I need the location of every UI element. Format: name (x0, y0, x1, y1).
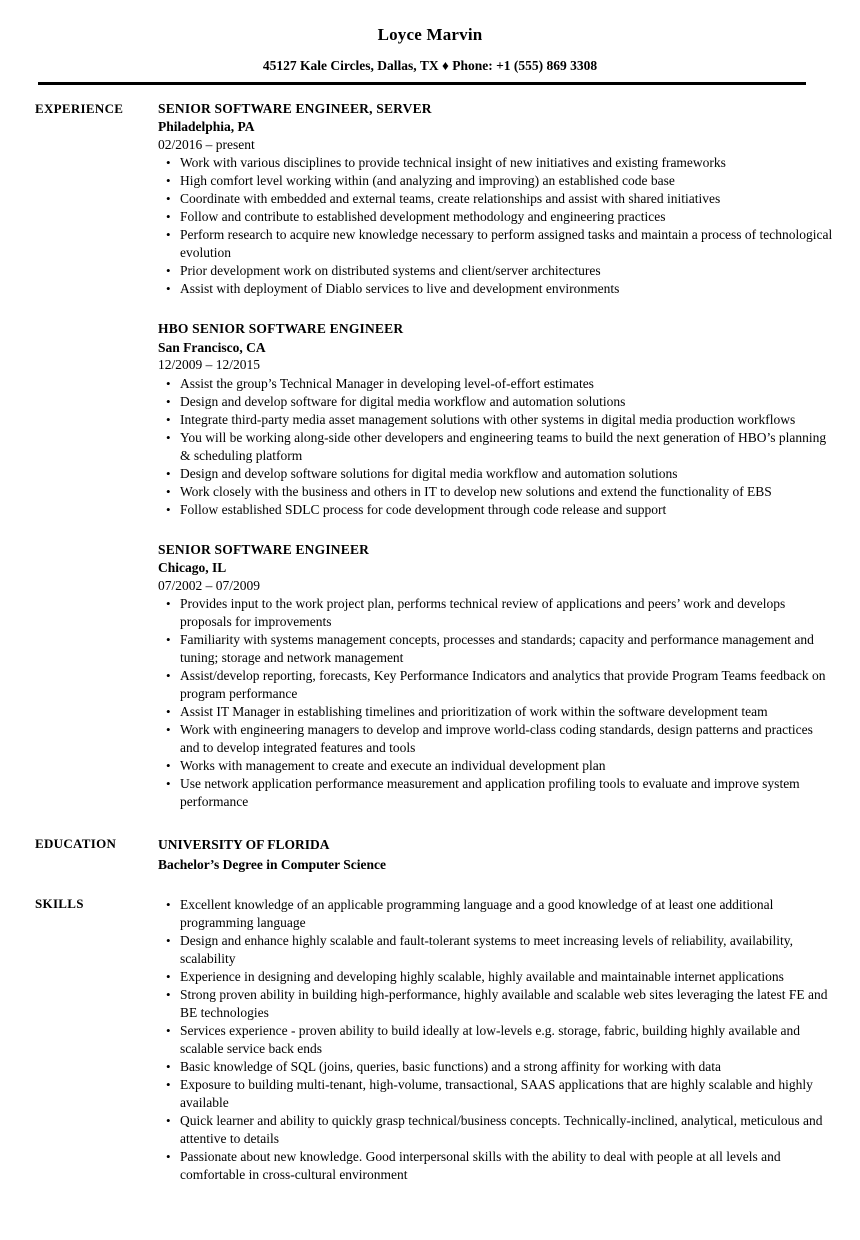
job-entry-2 (158, 320, 834, 519)
bullet-item: • Exposure to building multi-tenant, high-volume, transactional, SAAS applications that are highly scalable and highly available (158, 1076, 834, 1112)
bullet-item: • Work with various disciplines to provide technical insight of new initiatives and existing frameworks (158, 154, 834, 172)
bullet-item: • Follow and contribute to established development methodology and engineering practices (158, 208, 834, 226)
job-title: SENIOR SOFTWARE ENGINEER, SERVER (158, 100, 432, 116)
education-section-label: EDUCATION (35, 836, 117, 851)
bullet-item: • Design and develop software solutions for digital media workflow and automation solutions (158, 465, 834, 483)
job-location: Philadelphia, PA (158, 119, 255, 134)
bullet-item: • Strong proven ability in building high-performance, highly available and scalable web sites leveraging the latest FE and BE technologies (158, 986, 834, 1022)
bullet-item: • Prior development work on distributed systems and client/server architectures (158, 262, 834, 280)
job-dates: 02/2016 – present (158, 136, 255, 152)
bullet-item: • High comfort level working within (and analyzing and improving) an established code base (158, 172, 834, 190)
skills-section (0, 895, 860, 1184)
bullet-item: • Assist with deployment of Diablo services to live and development environments (158, 280, 834, 298)
skills-bullet-list (158, 896, 834, 1184)
bullet-item: • Quick learner and ability to quickly grasp technical/business concepts. Technically-inclined, analytical, meticulous and attentive to details (158, 1112, 834, 1148)
bullet-item: • Provides input to the work project plan, performs technical review of applications and peers’ work and develops proposals for improvements (158, 595, 834, 631)
bullet-item: • Services experience - proven ability to build ideally at low-levels e.g. storage, fabric, building highly available and scalable service back ends (158, 1022, 834, 1058)
bullet-item: • Design and develop software for digital media workflow and automation solutions (158, 393, 834, 411)
bullet-item: • Work closely with the business and others in IT to develop new solutions and extend the functionality of EBS (158, 483, 834, 501)
experience-section (0, 100, 860, 812)
job-entry-3 (158, 541, 834, 812)
resume-header (0, 25, 860, 85)
job-bullet-list (158, 154, 834, 298)
job-dates: 12/2009 – 12/2015 (158, 357, 261, 372)
education-section (0, 835, 860, 875)
bullet-item: • Use network application performance measurement and application profiling tools to evaluate and improve system performance (158, 775, 834, 811)
skills-content (158, 895, 834, 1184)
bullet-item: • Excellent knowledge of an applicable programming language and a good knowledge of at least one additional programming language (158, 896, 834, 932)
contact-info: 45127 Kale Circles, Dallas, TX ♦ Phone: +1 (555) 869 3308 (262, 58, 598, 73)
bullet-item: • You will be working along-side other developers and engineering teams to build the next generation of HBO’s planning & scheduling platform (158, 429, 834, 465)
school-name: UNIVERSITY OF FLORIDA (158, 837, 330, 852)
bullet-item: • Experience in designing and developing highly scalable, highly available and maintainable internet applications (158, 968, 834, 986)
person-name: Loyce Marvin (377, 25, 483, 44)
education-content (158, 835, 834, 875)
bullet-item: • Assist the group’s Technical Manager in developing level-of-effort estimates (158, 375, 834, 393)
job-bullet-list (158, 375, 834, 519)
bullet-item: • Basic knowledge of SQL (joins, queries, basic functions) and a strong affinity for working with data (158, 1058, 834, 1076)
job-location: Chicago, IL (158, 560, 227, 575)
bullet-item: • Perform research to acquire new knowledge necessary to perform assigned tasks and maintain a process of technological evolution (158, 226, 834, 262)
bullet-item: • Passionate about new knowledge. Good interpersonal skills with the ability to deal with people at all levels and comfortable in cross-cultural environment (158, 1148, 834, 1184)
job-location: San Francisco, CA (158, 339, 266, 355)
bullet-item: • Design and enhance highly scalable and fault-tolerant systems to meet increasing levels of reliability, availability, scalability (158, 932, 834, 968)
experience-content (158, 100, 834, 812)
bullet-item: • Work with engineering managers to develop and improve world-class coding standards, design patterns and practices and to develop integrated features and tools (158, 721, 834, 757)
job-title: SENIOR SOFTWARE ENGINEER (158, 541, 370, 557)
job-bullet-list (158, 595, 834, 811)
degree-name: Bachelor’s Degree in Computer Science (158, 857, 386, 872)
bullet-item: • Assist IT Manager in establishing timelines and prioritization of work within the software development team (158, 703, 834, 721)
bullet-item: • Familiarity with systems management concepts, processes and standards; capacity and performance management and tuning; storage and network management (158, 631, 834, 667)
bullet-item: • Follow established SDLC process for code development through code release and support (158, 501, 834, 519)
skills-section-label: SKILLS (35, 896, 84, 911)
bullet-item: • Coordinate with embedded and external teams, create relationships and assist with shared initiatives (158, 190, 834, 208)
bullet-item: • Works with management to create and execute an individual development plan (158, 757, 834, 775)
header-divider (38, 82, 806, 85)
job-entry-1 (158, 100, 834, 299)
bullet-item: • Integrate third-party media asset management solutions with other systems in digital media production workflows (158, 411, 834, 429)
experience-section-label: EXPERIENCE (35, 100, 124, 116)
job-title: HBO SENIOR SOFTWARE ENGINEER (158, 321, 404, 336)
job-dates: 07/2002 – 07/2009 (158, 577, 261, 593)
bullet-item: • Assist/develop reporting, forecasts, Key Performance Indicators and analytics that provide Program Teams feedback on program performance (158, 667, 834, 703)
